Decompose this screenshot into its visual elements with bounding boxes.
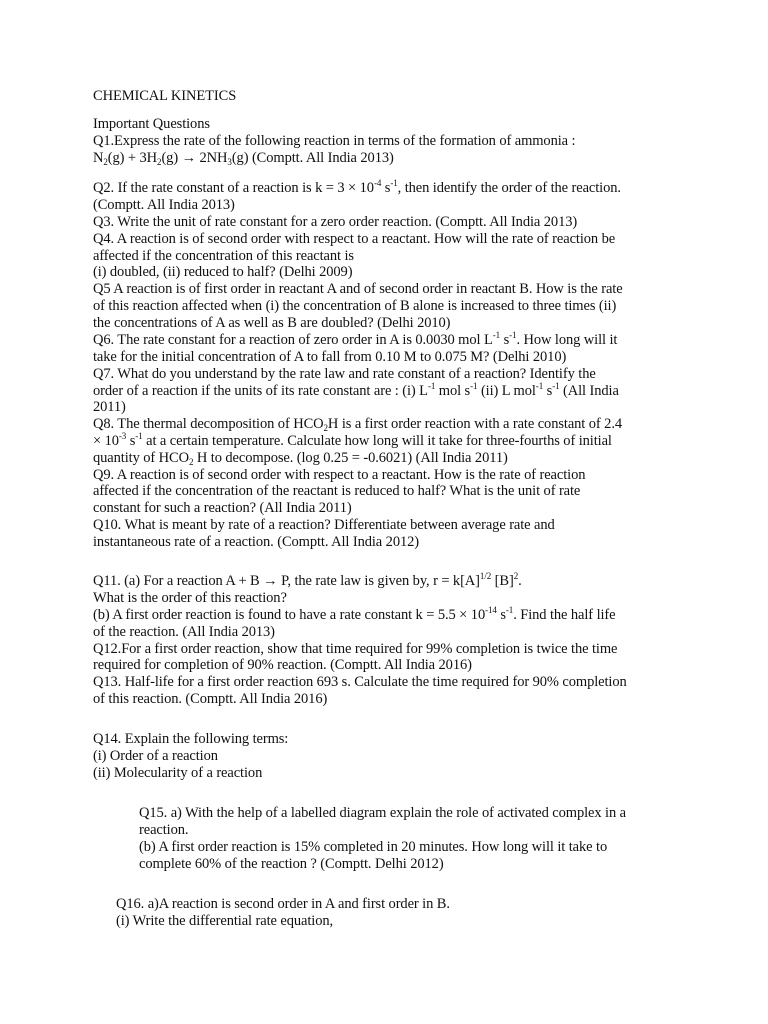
question-q4-line1: Q4. A reaction is of second order with respect to a reactant. How will the rate of reaction be xyxy=(93,231,616,247)
question-q4-line3: (i) doubled, (ii) reduced to half? (Delhi 2009) xyxy=(93,264,353,280)
question-q7-line2: order of a reaction if the units of its rate constant are : (i) $L^{-1}$ mol $s^{-1}$ (ii) L mol$^{-1}$ $s^{-1}$ (All India xyxy=(93,381,619,399)
question-q2-line1: Q2. If the rate constant of a reaction is $k = 3 \times 10^{-4}$ $s^{-1}$, then identify the order of the reaction. xyxy=(93,178,621,196)
question-q5-line2: of this reaction affected when (i) the concentration of B alone is increased to three times (ii) xyxy=(93,298,617,314)
question-q9-line3: constant for such a reaction? (All India 2011) xyxy=(93,500,352,516)
question-q14-line1: Q14. Explain the following terms: xyxy=(93,731,289,747)
question-q3: Q3. Write the unit of rate constant for a zero order reaction. (Comptt. All India 2013) xyxy=(93,214,578,230)
question-q4-line2: affected if the concentration of this reactant is xyxy=(93,248,354,264)
question-q7-line3: 2011) xyxy=(93,399,126,415)
document-title: CHEMICAL KINETICS xyxy=(93,88,237,104)
question-q5-line1: Q5 A reaction is of first order in reactant A and of second order in reactant B. How is the rate xyxy=(93,281,623,297)
question-q6-line1: Q6. The rate constant for a reaction of zero order in A is 0.0030 mol $L^{-1}$ $s^{-1}$. How long will it xyxy=(93,330,618,348)
question-q9-line1: Q9. A reaction is of second order with respect to a reactant. How is the rate of reaction xyxy=(93,467,586,483)
question-q1-line1: Q1.Express the rate of the following reaction in terms of the formation of ammonia : xyxy=(93,133,576,149)
question-q15-line4: complete 60% of the reaction ? (Comptt. Delhi 2012) xyxy=(139,856,444,872)
question-q15-line3: (b) A first order reaction is 15% completed in 20 minutes. How long will it take to xyxy=(139,839,608,855)
question-q14-line3: (ii) Molecularity of a reaction xyxy=(93,765,263,781)
question-q13-line1: Q13. Half-life for a first order reaction 693 s. Calculate the time required for 90% completion xyxy=(93,674,627,690)
question-q8-line3: quantity of $HCO_2$ H to decompose. (log 0.25 = -0.6021) (All India 2011) xyxy=(93,450,508,467)
question-q11-line2: What is the order of this reaction? xyxy=(93,590,287,606)
question-q8-line1: Q8. The thermal decomposition of $HCO_2H$ is a first order reaction with a rate constant of 2.4 xyxy=(93,416,622,433)
question-q1-equation: $N_2(g) + 3H_2(g) \to 2NH_3(g)$ (Comptt. All India 2013) xyxy=(93,150,394,167)
question-q6-line2: take for the initial concentration of A to fall from 0.10 M to 0.075 M? (Delhi 2010) xyxy=(93,349,567,365)
question-q8-line2: × $10^{-3}$ $s^{-1}$ at a certain temperature. Calculate how long will it take for three-fourths of initial xyxy=(93,431,612,449)
question-q15-line2: reaction. xyxy=(139,822,189,838)
section-heading: Important Questions xyxy=(93,116,210,132)
question-q9-line2: affected if the concentration of the reactant is reduced to half? What is the unit of rate xyxy=(93,483,581,499)
question-q7-line1: Q7. What do you understand by the rate law and rate constant of a reaction? Identify the xyxy=(93,366,596,382)
question-q10-line1: Q10. What is meant by rate of a reaction? Differentiate between average rate and xyxy=(93,517,555,533)
question-q12-line1: Q12.For a first order reaction, show that time required for 99% completion is twice the time xyxy=(93,641,618,657)
question-q16-line1: Q16. a)A reaction is second order in A and first order in B. xyxy=(116,896,450,912)
question-q10-line2: instantaneous rate of a reaction. (Comptt. All India 2012) xyxy=(93,534,420,550)
question-q16-line2: (i) Write the differential rate equation, xyxy=(116,913,334,929)
question-q15-line1: Q15. a) With the help of a labelled diagram explain the role of activated complex in a xyxy=(139,805,626,821)
question-q11-line1: Q11. (a) For a reaction A + B → P, the rate law is given by, $r = k[A]^{1/2}$ $[B]^2$. xyxy=(93,571,522,589)
question-q11-line4: of the reaction. (All India 2013) xyxy=(93,624,275,640)
question-q11-line3: (b) A first order reaction is found to have a rate constant $k = 5.5 \times 10^{-14}$ $s^{-1}$. Find the half life xyxy=(93,605,616,623)
question-q5-line3: the concentrations of A as well as B are doubled? (Delhi 2010) xyxy=(93,315,451,331)
question-q13-line2: of this reaction. (Comptt. All India 2016) xyxy=(93,691,328,707)
question-q14-line2: (i) Order of a reaction xyxy=(93,748,218,764)
question-q12-line2: required for completion of 90% reaction. (Comptt. All India 2016) xyxy=(93,657,472,673)
question-q2-line2: (Comptt. All India 2013) xyxy=(93,197,235,213)
